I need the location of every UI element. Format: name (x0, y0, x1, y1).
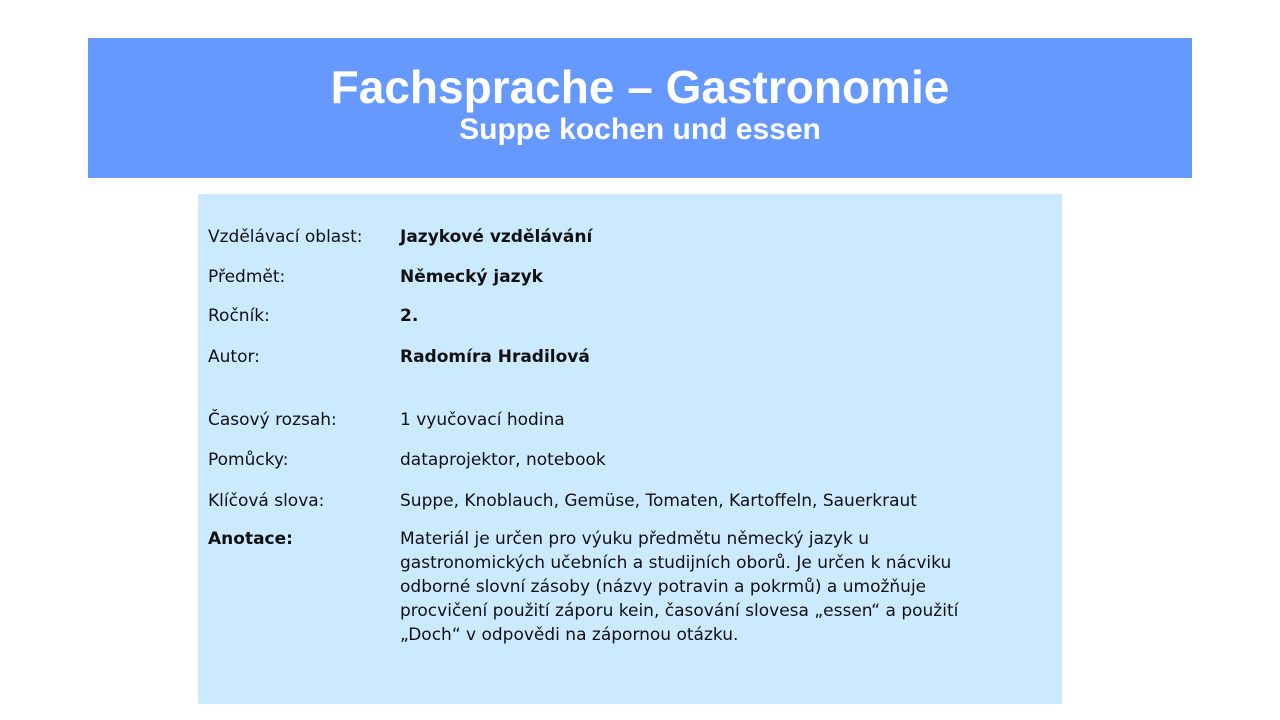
education-area-value: Jazykové vzdělávání (400, 227, 593, 247)
aids-label: Pomůcky: (208, 450, 289, 470)
annotation-line: Materiál je určen pro výuku předmětu německý jazyk u (400, 529, 870, 549)
annotation-line: procvičení použití záporu kein, časování slovesa „essen“ a použití (400, 601, 959, 621)
keywords-value: Suppe, Knoblauch, Gemüse, Tomaten, Kartoffeln, Sauerkraut (400, 491, 917, 511)
grade-value: 2. (400, 306, 419, 326)
grade-label: Ročník: (208, 306, 270, 326)
author-value: Radomíra Hradilová (400, 347, 590, 367)
metadata-panel (198, 194, 1062, 704)
page-title: Fachsprache – Gastronomie (330, 61, 950, 113)
annotation-line: „Doch“ v odpovědi na zápornou otázku. (400, 625, 739, 645)
annotation-line: odborné slovní zásoby (názvy potravin a pokrmů) a umožňuje (400, 577, 927, 597)
subject-label: Předmět: (208, 267, 286, 287)
title-banner (88, 38, 1192, 178)
aids-value: dataprojektor, notebook (400, 450, 606, 470)
time-span-label: Časový rozsah: (208, 410, 337, 430)
page-subtitle: Suppe kochen und essen (459, 113, 821, 146)
author-label: Autor: (208, 347, 260, 367)
keywords-label: Klíčová slova: (208, 491, 325, 511)
annotation-text (400, 527, 1046, 647)
annotation-line: gastronomických učebních a studijních oborů. Je určen k nácviku (400, 553, 952, 573)
subject-value: Německý jazyk (400, 267, 543, 287)
time-span-value: 1 vyučovací hodina (400, 410, 565, 430)
education-area-label: Vzdělávací oblast: (208, 227, 363, 247)
annotation-label: Anotace: (208, 529, 293, 549)
